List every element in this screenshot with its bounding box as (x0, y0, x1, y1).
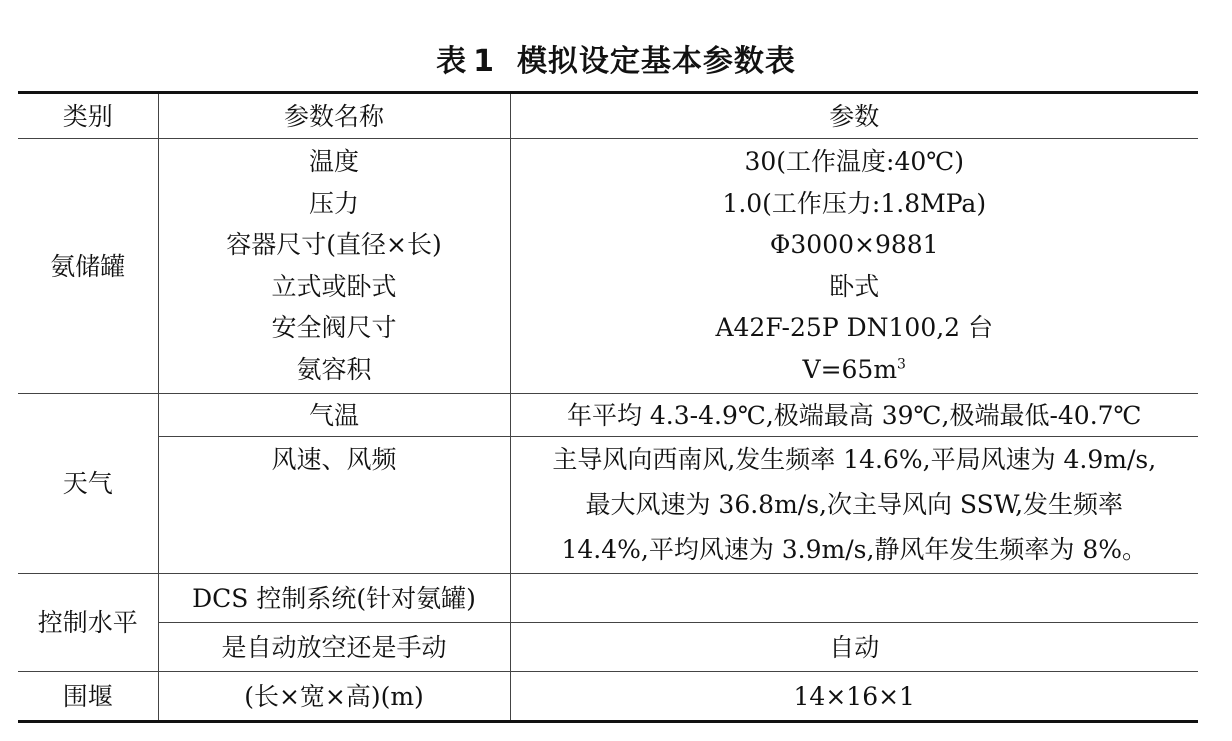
tank-param-names (158, 139, 510, 394)
weather-temp-name: 气温 (158, 394, 510, 437)
tank-value-temperature: 30(工作温度:40℃) (744, 147, 965, 176)
weather-wind-value (510, 437, 1198, 574)
header-row (18, 93, 1198, 139)
table-row-weather-wind (18, 437, 1198, 574)
table-row-control-dcs (18, 574, 1198, 623)
title-prefix: 表 (436, 44, 468, 79)
table-row-control-auto (18, 623, 1198, 672)
weather-temp-value: 年平均 4.3-4.9℃,极端最高 39℃,极端最低-40.7℃ (510, 394, 1198, 437)
control-auto-name: 是自动放空还是手动 (158, 623, 510, 672)
table-row-weather-temp (18, 394, 1198, 437)
tank-value-pressure: 1.0(工作压力:1.8MPa) (722, 188, 987, 218)
wind-line-3: 14.4%,平均风速为 3.9m/s,静风年发生频率为 8%。 (561, 535, 1148, 564)
category-weather: 天气 (18, 394, 158, 574)
tank-value-volume: V=65m (802, 354, 898, 384)
tank-value-volume-cell (511, 349, 1199, 391)
category-tank: 氨储罐 (18, 139, 158, 394)
title-text: 模拟设定基本参数表 (516, 44, 796, 79)
parameter-table (18, 91, 1198, 723)
dike-value: 14×16×1 (510, 672, 1198, 722)
title-number: 1 (473, 44, 495, 79)
tank-name-volume: 氨容积 (296, 354, 372, 384)
tank-value-orientation: 卧式 (829, 271, 880, 301)
volume-superscript: 3 (897, 356, 906, 373)
tank-value-valve: A42F-25P DN100,2 台 (715, 313, 994, 342)
dike-name: (长×宽×高)(m) (158, 672, 510, 722)
tank-name-orientation: 立式或卧式 (271, 271, 397, 301)
tank-name-pressure: 压力 (308, 188, 359, 218)
table-title (0, 36, 1232, 80)
wind-name-text: 风速、风频 (271, 445, 397, 474)
table-row-tank (18, 139, 1198, 394)
category-dike: 围堰 (18, 672, 158, 722)
category-control: 控制水平 (18, 574, 158, 672)
tank-name-size: 容器尺寸(直径×长) (226, 230, 442, 259)
control-auto-value: 自动 (510, 623, 1198, 672)
weather-wind-name (158, 437, 510, 574)
control-dcs-value (510, 574, 1198, 623)
table-row-dike (18, 672, 1198, 722)
header-param-name: 参数名称 (158, 93, 510, 139)
tank-value-size: Φ3000×9881 (769, 230, 939, 259)
tank-name-temperature: 温度 (308, 147, 359, 176)
tank-param-values (510, 139, 1198, 394)
wind-line-1: 主导风向西南风,发生频率 14.6%,平局风速为 4.9m/s, (552, 445, 1157, 474)
control-dcs-name: DCS 控制系统(针对氨罐) (158, 574, 510, 623)
wind-line-2: 最大风速为 36.8m/s,次主导风向 SSW,发生频率 (585, 490, 1124, 519)
header-param-value: 参数 (510, 93, 1198, 139)
header-category: 类别 (18, 93, 158, 139)
tank-name-valve: 安全阀尺寸 (271, 313, 397, 342)
